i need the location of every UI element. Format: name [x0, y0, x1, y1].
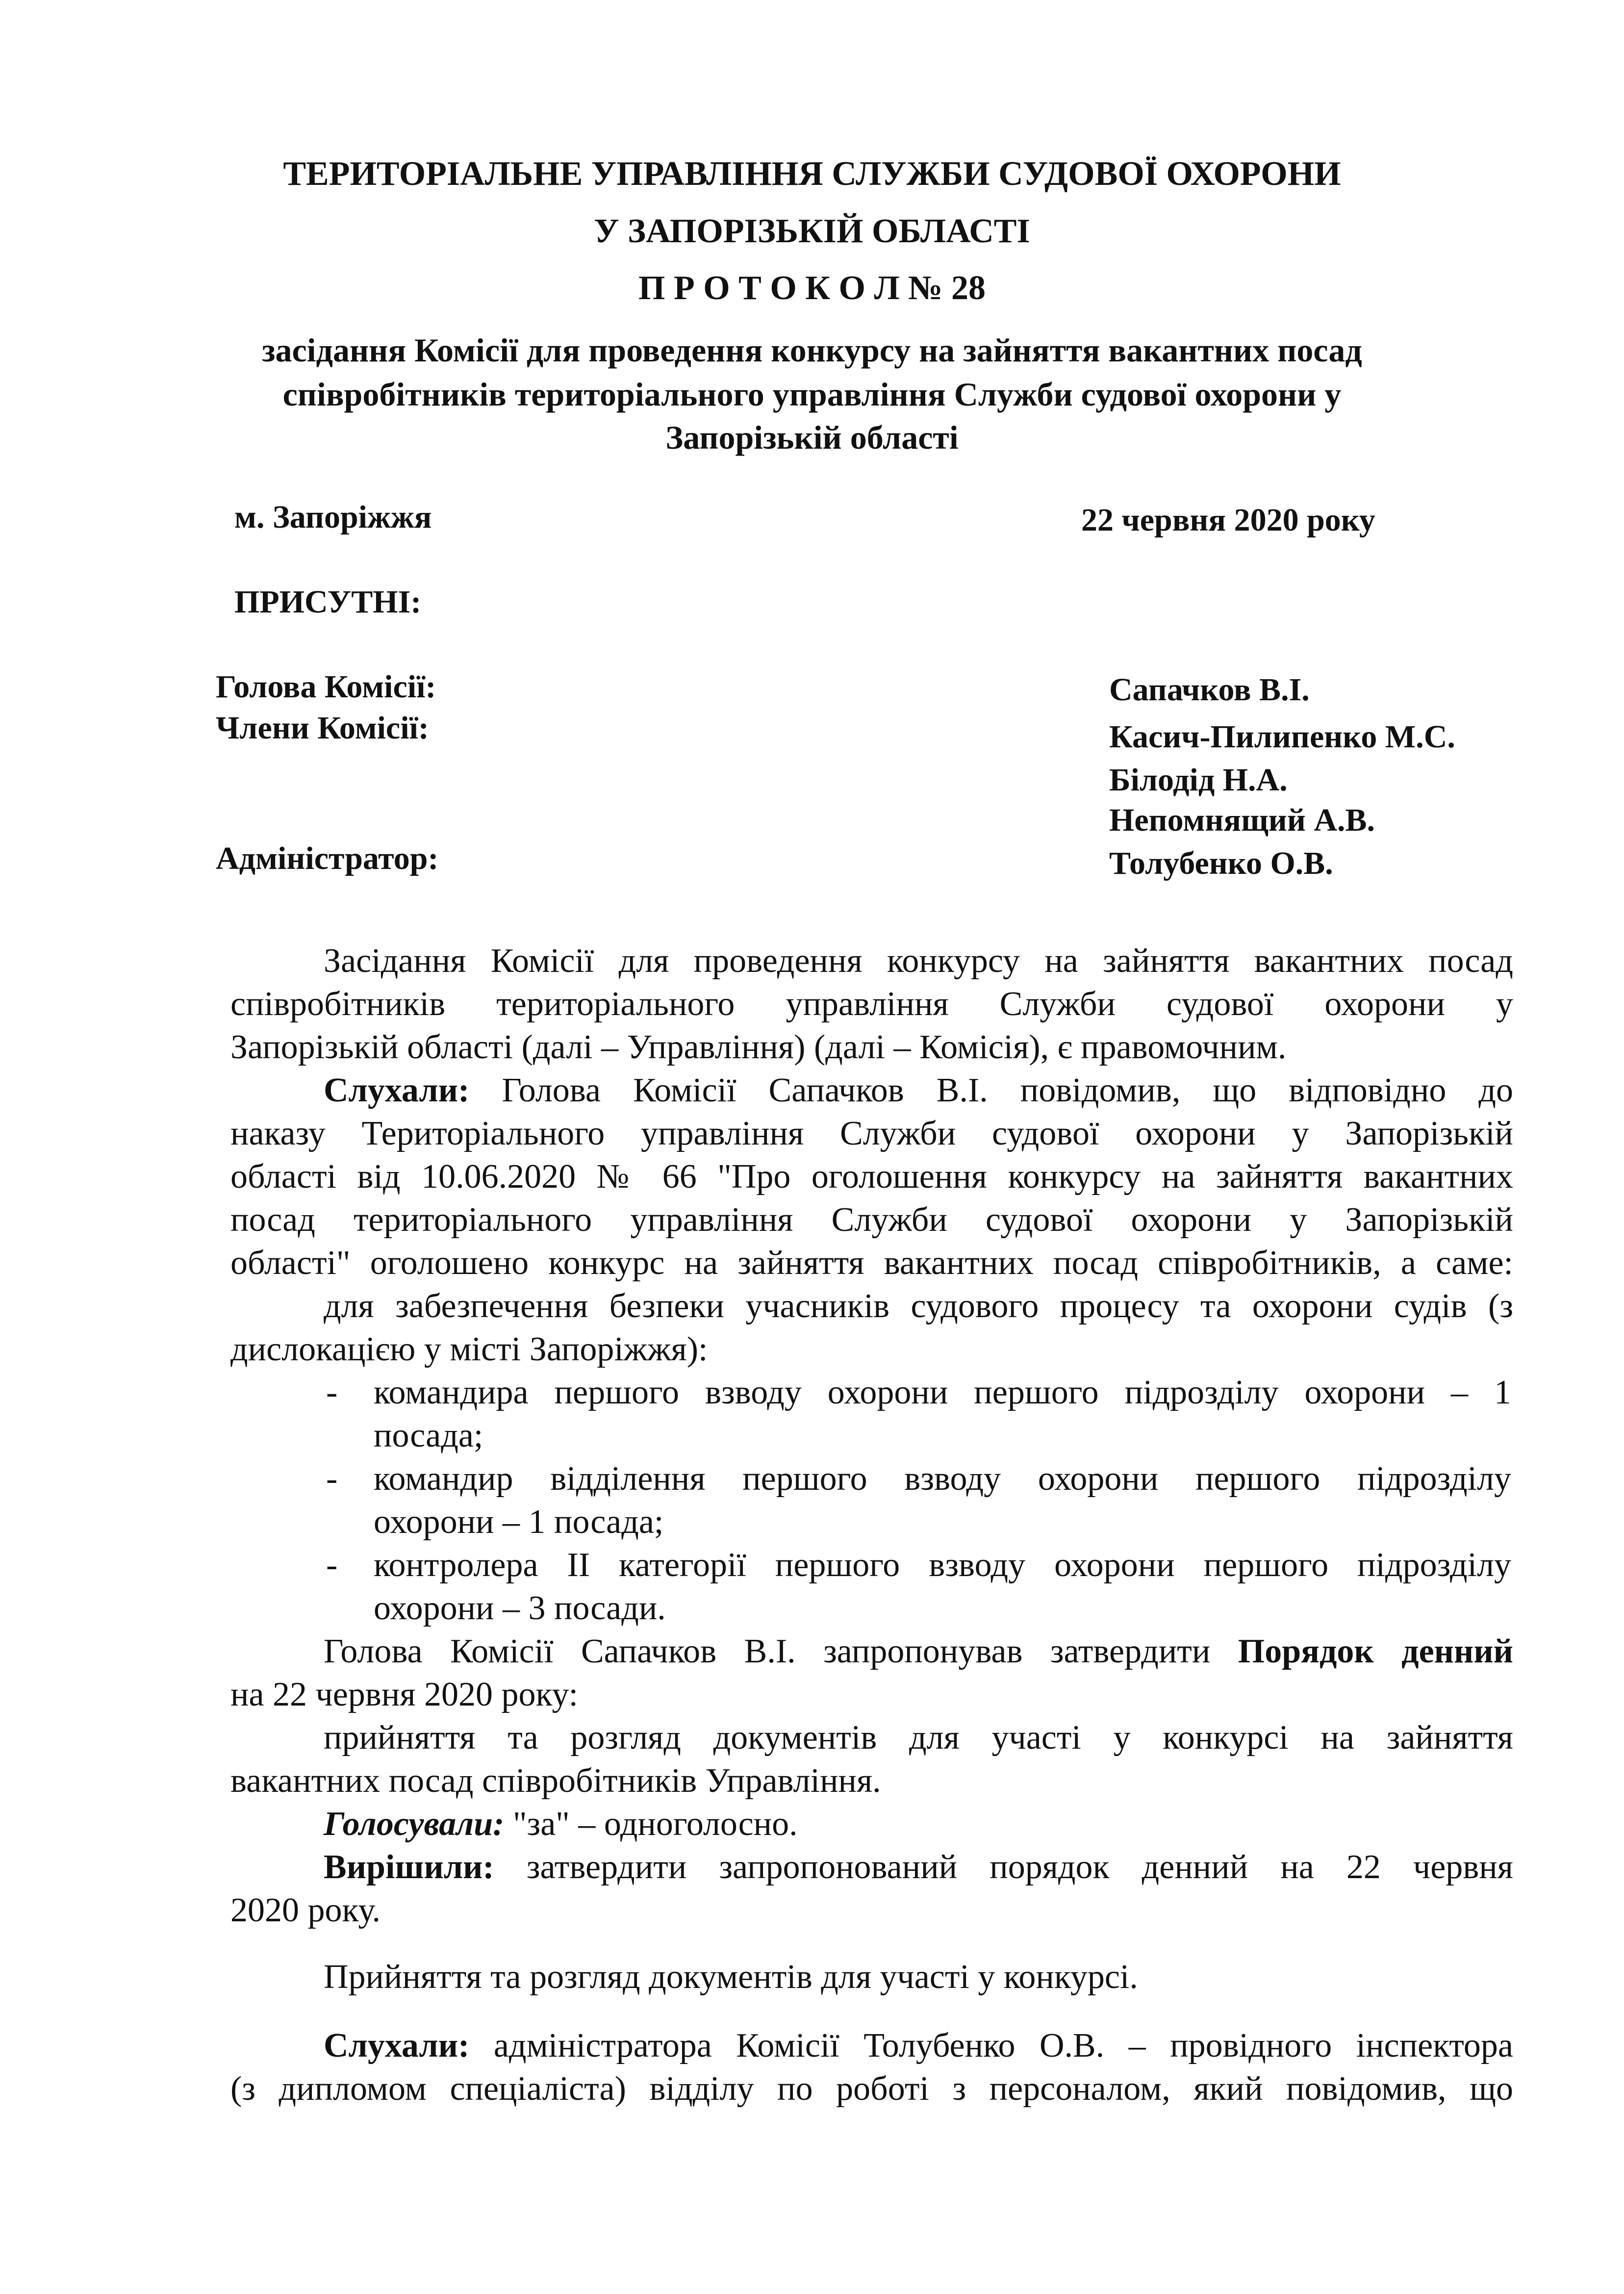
admin-name: Толубенко О.В. [1109, 845, 1333, 881]
heard-text: Голова Комісії Сапачков В.І. повідомив, що відповідно до [469, 1071, 1513, 1109]
protocol-subtitle-line3: Запорізькій області [665, 419, 959, 456]
list-item: охорони – 1 посада; [374, 1503, 664, 1541]
voted-text: "за" – одноголосно. [504, 1805, 798, 1843]
body-text-line: посад територіального управління Служби судової охорони у Запорізькій [230, 1201, 1513, 1239]
list-item: командира першого взводу охорони першого підрозділу охорони – 1 [374, 1374, 1511, 1411]
agenda-text: Голова Комісії Сапачков В.І. запропонував затвердити [324, 1632, 1238, 1670]
list-dash: - [326, 1374, 338, 1411]
agenda-paragraph-line [324, 1631, 1513, 1672]
body-text-line: Запорізькій області (далі – Управління) (далі – Комісія), є правомочним. [230, 1028, 1287, 1066]
protocol-title: П Р О Т О К О Л № 28 [638, 269, 986, 307]
org-title-line2: У ЗАПОРІЗЬКІЙ ОБЛАСТІ [594, 212, 1030, 250]
chair-role: Голова Комісії: [216, 669, 436, 705]
members-role: Члени Комісії: [216, 710, 429, 746]
list-dash: - [326, 1546, 338, 1584]
body-text-line: (з дипломом спеціаліста) відділу по роботі з персоналом, який повідомив, що [230, 2070, 1513, 2108]
decided-text: затвердити запропонований порядок денний на 22 червня [494, 1848, 1513, 1886]
heard2-text: адміністратора Комісії Толубенко О.В. – провідного інспектора [469, 2027, 1513, 2065]
list-item: охорони – 3 посади. [374, 1589, 666, 1627]
member-name: Білодід Н.А. [1109, 762, 1288, 798]
body-text-line: 2020 року. [230, 1891, 381, 1929]
body-text-line: області" оголошено конкурс на зайняття вакантних посад співробітників, а саме: [230, 1244, 1513, 1282]
heard-paragraph-line [324, 1070, 1513, 1111]
place: м. Запоріжжя [234, 499, 432, 535]
body-text-line: наказу Територіального управління Служби судової охорони у Запорізькій [230, 1115, 1513, 1152]
present-title: ПРИСУТНІ: [234, 584, 422, 620]
body-text-line: прийняття та розгляд документів для участі у конкурсі на зайняття [324, 1719, 1513, 1757]
body-text-line: вакантних посад співробітників Управління. [230, 1762, 881, 1800]
date: 22 червня 2020 року [1081, 502, 1375, 538]
protocol-subtitle-line2: співробітників територіального управління Служби судової охорони у [282, 376, 1342, 413]
body-text-line: для забезпечення безпеки учасників судового процесу та охорони судів (з [324, 1287, 1513, 1325]
body-text-line: дислокацією у місті Запоріжжя): [230, 1330, 708, 1368]
voted-line [324, 1804, 1513, 1845]
list-item: посада; [374, 1417, 483, 1454]
body-text-line: співробітників територіального управління Служби судової охорони у [230, 985, 1513, 1023]
heard2-line [324, 2025, 1513, 2066]
agenda-label: Порядок денний [1238, 1632, 1513, 1670]
body-text-line: на 22 червня 2020 року: [230, 1676, 579, 1713]
protocol-subtitle-line1: засідання Комісії для проведення конкурсу на зайняття вакантних посад [262, 331, 1362, 369]
list-item: контролера ІІ категорії першого взводу охорони першого підрозділу [374, 1546, 1511, 1584]
section-heading: Прийняття та розгляд документів для участі у конкурсі. [324, 1958, 1138, 1996]
heard-label: Слухали: [324, 1071, 470, 1109]
member-name: Касич-Пилипенко М.С. [1109, 719, 1455, 755]
list-dash: - [326, 1460, 338, 1498]
member-name: Непомнящий А.В. [1109, 802, 1375, 838]
list-item: командир відділення першого взводу охорони першого підрозділу [374, 1460, 1511, 1498]
heard2-label: Слухали: [324, 2027, 470, 2065]
decided-label: Вирішили: [324, 1848, 494, 1886]
voted-label: Голосували: [324, 1805, 505, 1843]
org-title-line1: ТЕРИТОРІАЛЬНЕ УПРАВЛІННЯ СЛУЖБИ СУДОВОЇ ОХОРОНИ [283, 155, 1341, 193]
body-text-line: Засідання Комісії для проведення конкурсу на зайняття вакантних посад [324, 942, 1513, 980]
chair-name: Сапачков В.І. [1109, 672, 1310, 708]
body-text-line: області від 10.06.2020 № 66 "Про оголошення конкурсу на зайняття вакантних [230, 1158, 1513, 1196]
decided-line [324, 1847, 1513, 1888]
admin-role: Адміністратор: [216, 841, 439, 876]
